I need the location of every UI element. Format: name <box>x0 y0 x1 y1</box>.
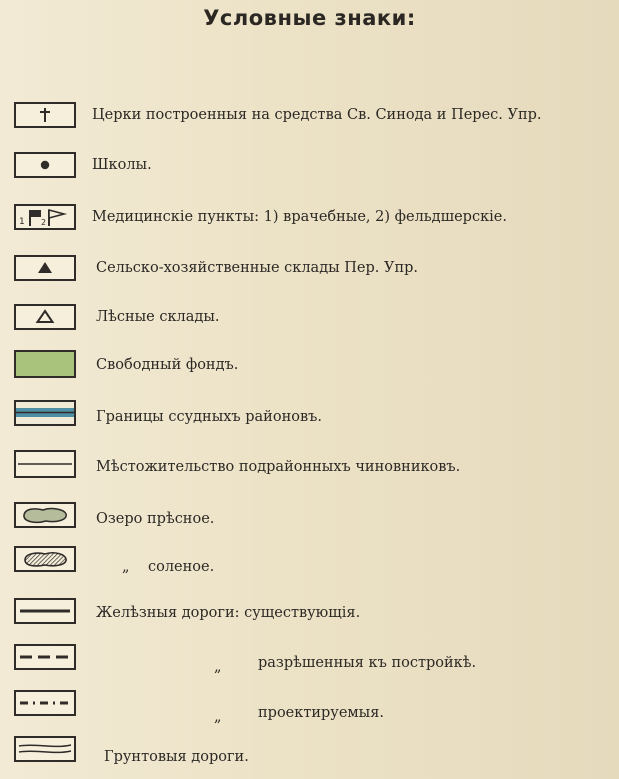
legend-row-medical <box>0 204 619 244</box>
legend-label: Границы ссудныхъ районовъ. <box>96 409 322 425</box>
legend-row-church <box>0 102 619 142</box>
school-icon <box>14 152 76 178</box>
railway-permitted-line <box>14 644 76 670</box>
legend-label: Школы. <box>92 157 152 173</box>
salt-lake-icon <box>14 546 76 572</box>
legend-label: Желѣзныя дороги: существующія. <box>96 605 361 621</box>
free-fund-swatch <box>14 350 76 378</box>
legend-row-forest <box>0 304 619 344</box>
legend-row-agricultural <box>0 255 619 295</box>
ditto-mark: „ <box>122 559 130 575</box>
legend-label: Озеро прѣсное. <box>96 511 215 527</box>
legend-row-fresh-lake <box>0 502 619 542</box>
freshwater-lake-icon <box>14 502 76 528</box>
legend-label: Свободный фондъ. <box>96 357 239 373</box>
legend-row-cart-road <box>0 736 619 776</box>
ditto-mark: „ <box>214 709 222 725</box>
agricultural-warehouse-icon <box>14 255 76 281</box>
legend-label: Мѣстожительство подрайонныхъ чиновниковъ. <box>96 459 461 475</box>
legend-label: проектируемыя. <box>258 705 384 721</box>
legend-row-railway-existing <box>0 598 619 638</box>
svg-text:1: 1 <box>19 217 25 227</box>
legend-label: Сельско-хозяйственные склады Пер. Упр. <box>96 260 419 276</box>
legend-label: Грунтовыя дороги. <box>104 749 249 765</box>
legend-label: Лѣсные склады. <box>96 309 220 325</box>
legend-label: Медицинскіе пункты: 1) врачебные, 2) фельдшерскіе. <box>92 209 507 225</box>
legend-row-school <box>0 152 619 192</box>
svg-text:2: 2 <box>41 218 47 227</box>
district-border-line <box>14 400 76 426</box>
medical-post-icon <box>14 204 76 230</box>
official-residence-icon <box>14 450 76 478</box>
church-icon <box>14 102 76 128</box>
railway-projected-line <box>14 690 76 716</box>
legend-row-salt-lake <box>0 546 619 586</box>
forest-warehouse-icon <box>14 304 76 330</box>
railway-existing-line <box>14 598 76 624</box>
legend-row-borders <box>0 400 619 440</box>
legend-row-railway-projected <box>0 690 619 730</box>
legend-row-free-fund <box>0 350 619 390</box>
legend-title: Условные знаки: <box>203 6 416 30</box>
legend-label: Церки построенныя на средства Св. Синода и Перес. Упр. <box>92 107 542 123</box>
legend-label: соленое. <box>148 559 215 575</box>
legend-row-railway-permitted <box>0 644 619 684</box>
legend-label: разрѣшенныя къ постройкѣ. <box>258 655 477 671</box>
cart-road-line <box>14 736 76 762</box>
ditto-mark: „ <box>214 659 222 675</box>
legend-row-residence <box>0 450 619 490</box>
